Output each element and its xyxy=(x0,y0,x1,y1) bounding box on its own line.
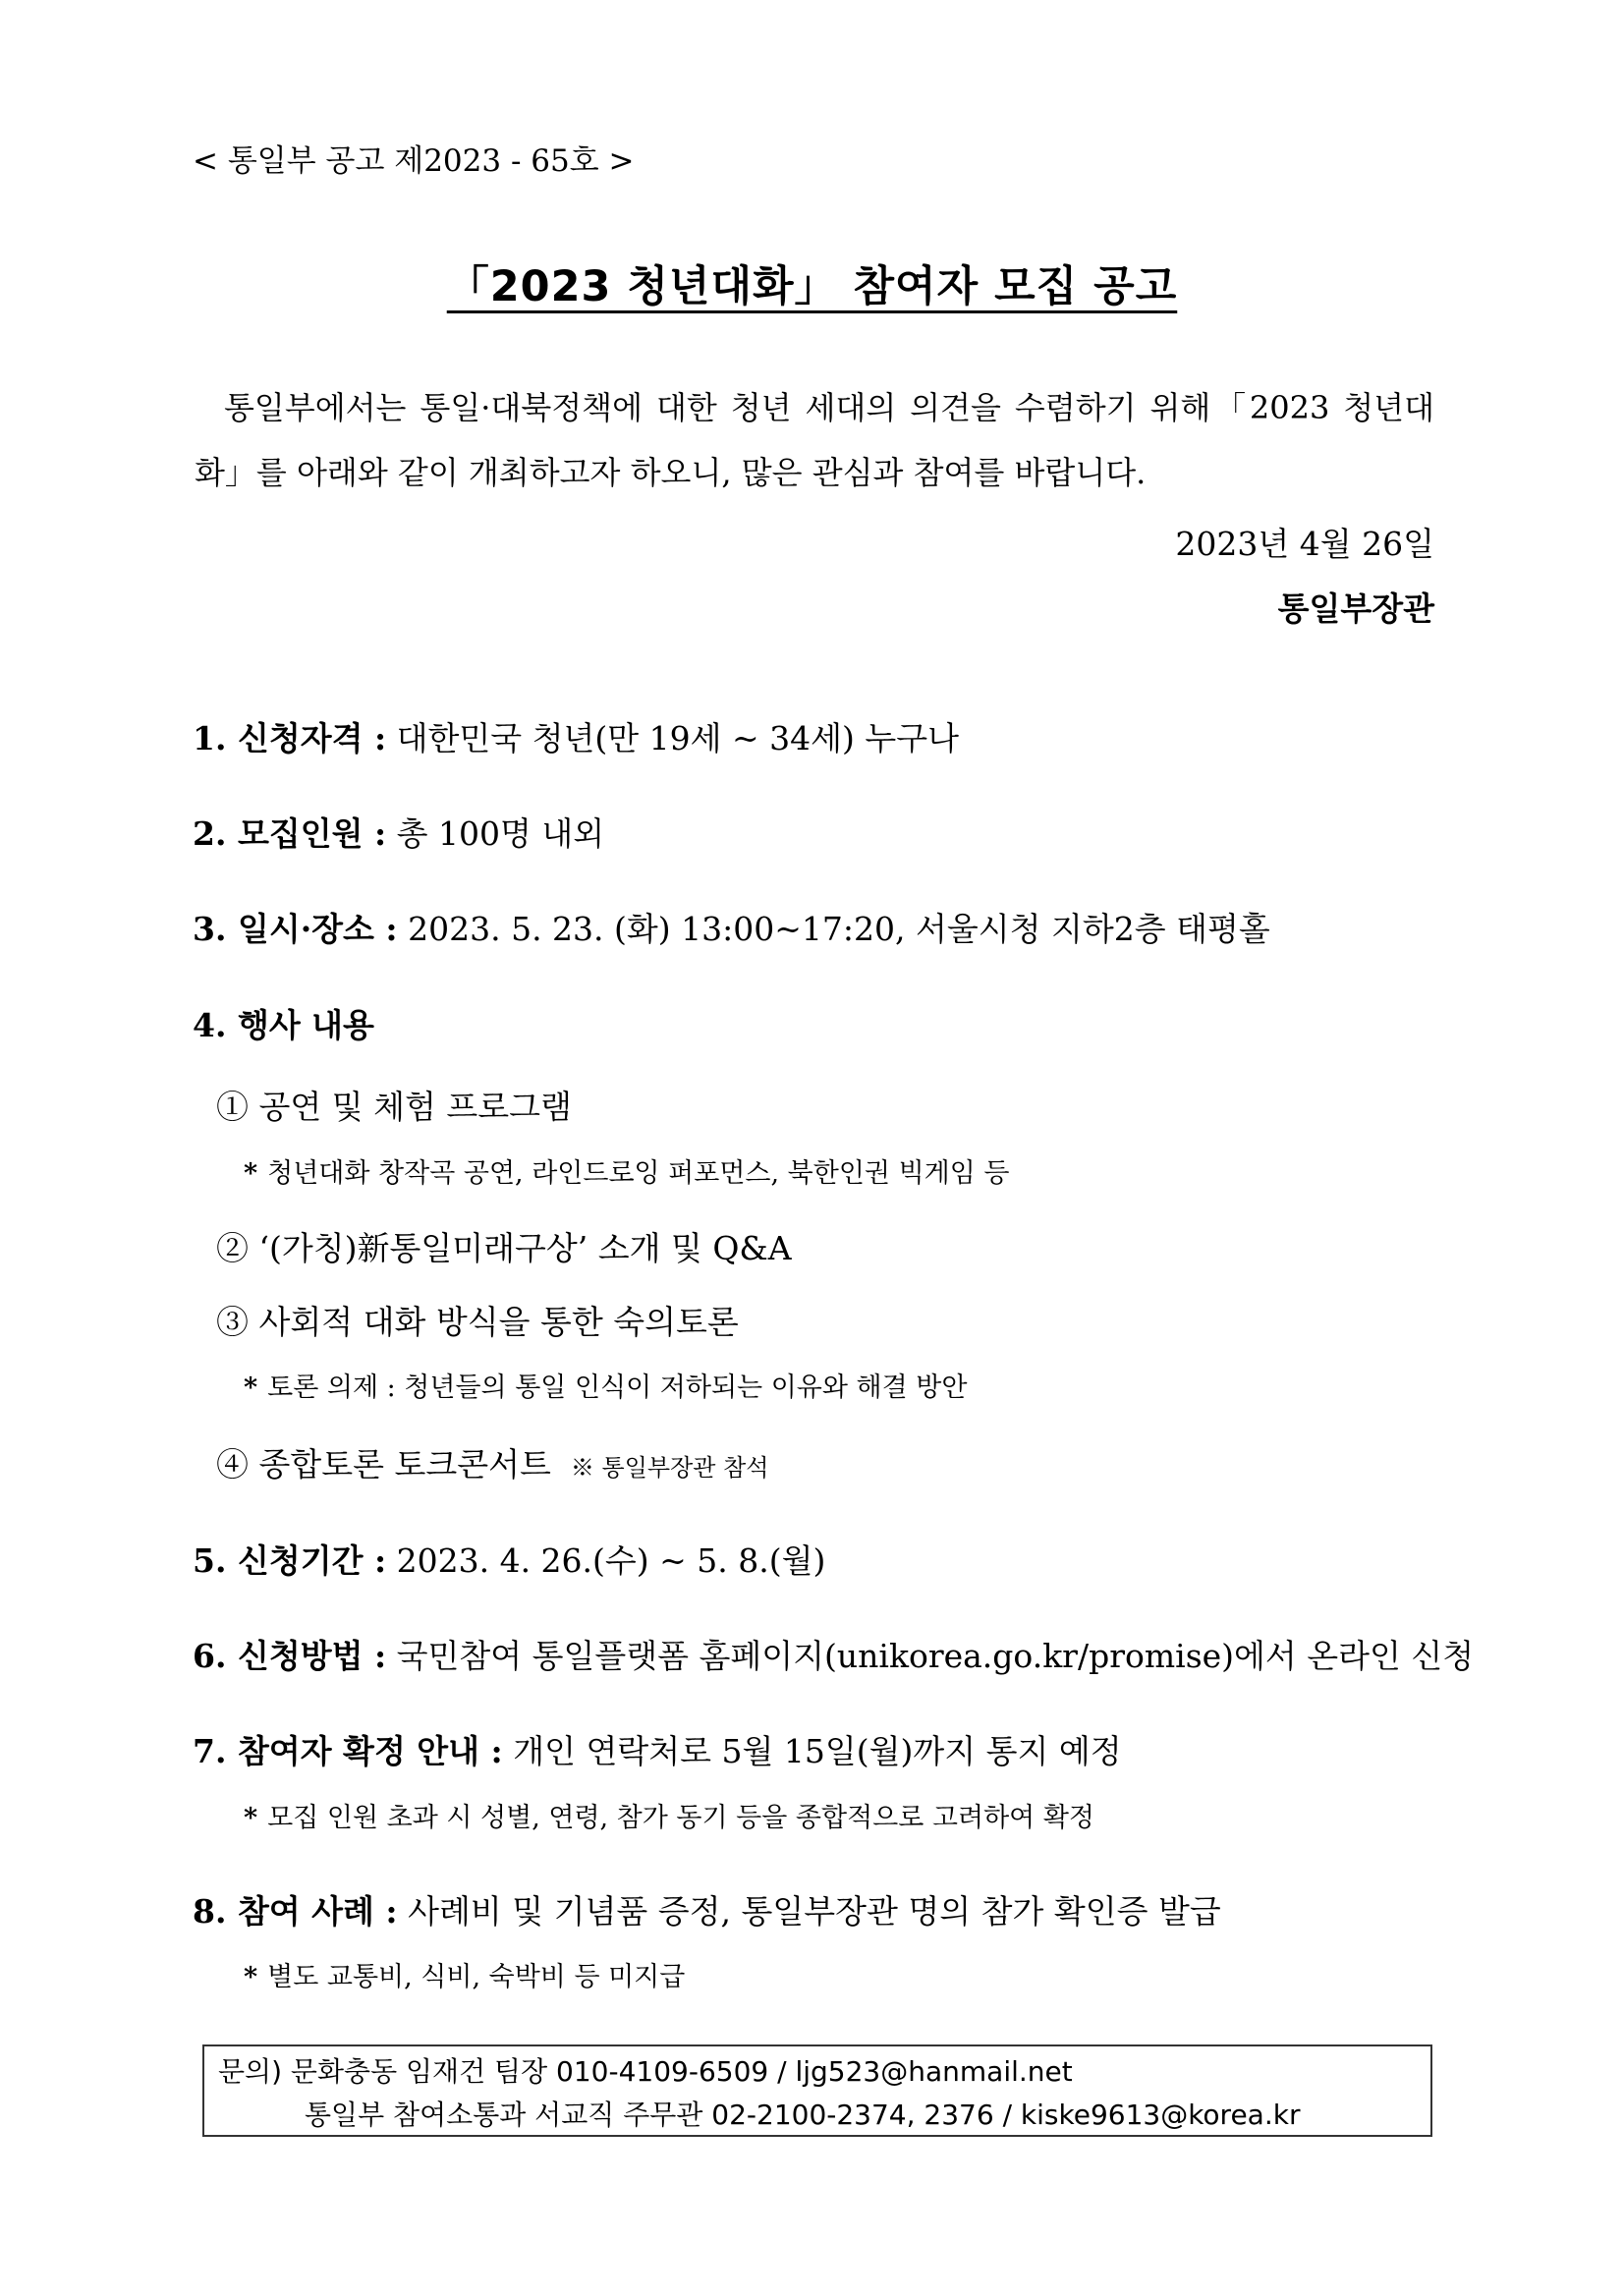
item-application-period xyxy=(193,1536,825,1582)
note-text: 토론 의제 : 청년들의 통일 인식이 저하되는 이유와 해결 방안 xyxy=(267,1372,968,1403)
item-value: 2023. 5. 23. (화) 13:00~17:20, 서울시청 지하2층 태평홀 xyxy=(408,910,1270,948)
note-text: 청년대화 창작곡 공연, 라인드로잉 퍼포먼스, 북한인권 빅게임 등 xyxy=(267,1158,1010,1189)
note-bullet: * xyxy=(244,1803,258,1833)
reward-note xyxy=(244,1955,685,1993)
note-text: 별도 교통비, 식비, 숙박비 등 미지급 xyxy=(267,1962,686,1992)
program-item-4-text: ④ 종합토론 토크콘서트 xyxy=(216,1445,551,1484)
item-value: 대한민국 청년(만 19세 ~ 34세) 누구나 xyxy=(396,719,959,757)
item-reward xyxy=(193,1886,1221,1932)
item-label: 4. 행사 내용 xyxy=(193,1006,374,1044)
item-datetime-place xyxy=(193,904,1270,950)
item-label: 7. 참여자 확정 안내 : xyxy=(193,1732,503,1770)
page-title-text: 「2023 청년대화」 참여자 모집 공고 xyxy=(446,262,1178,311)
intro-paragraph: 통일부에서는 통일·대북정책에 대한 청년 세대의 의견을 수렴하기 위해「2023 청년대화」를 아래와 같이 개최하고자 하오니, 많은 관심과 참여를 바랍니다. xyxy=(195,389,1434,491)
item-recruitment xyxy=(193,809,604,855)
program-item-4-ref: ※ 통일부장관 참석 xyxy=(570,1454,769,1482)
note-text: 모집 인원 초과 시 성별, 연령, 참가 동기 등을 종합적으로 고려하여 확정 xyxy=(267,1803,1094,1833)
item-value: 사례비 및 기념품 증정, 통일부장관 명의 참가 확인증 발급 xyxy=(408,1892,1221,1931)
program-note-3 xyxy=(244,1366,967,1404)
item-value: 개인 연락처로 5월 15일(월)까지 통지 예정 xyxy=(513,1732,1122,1770)
contact-box xyxy=(202,2044,1432,2137)
notice-number: < 통일부 공고 제2023 - 65호 > xyxy=(193,143,635,179)
item-label: 5. 신청기간 : xyxy=(193,1541,387,1580)
item-label: 8. 참여 사례 : xyxy=(193,1892,398,1931)
item-value: 총 100명 내외 xyxy=(396,814,605,853)
item-label: 1. 신청자격 : xyxy=(193,719,387,757)
item-confirmation xyxy=(193,1726,1122,1772)
page-title xyxy=(0,253,1624,313)
item-value: 국민참여 통일플랫폼 홈페이지(unikorea.go.kr/promise)에서 온라인 신청 xyxy=(396,1637,1475,1675)
notice-date: 2023년 4월 26일 xyxy=(1175,525,1434,563)
confirmation-note xyxy=(244,1796,1094,1834)
item-label: 3. 일시·장소 : xyxy=(193,910,398,948)
program-item-4 xyxy=(216,1439,768,1485)
item-application-method xyxy=(193,1631,1474,1677)
contact-line-2: 통일부 참여소통과 서교직 주무관 02-2100-2374, 2376 / kiske9613@korea.kr xyxy=(305,2099,1301,2131)
issuer: 통일부장관 xyxy=(1277,589,1434,628)
item-eligibility xyxy=(193,713,959,759)
item-value: 2023. 4. 26.(수) ~ 5. 8.(월) xyxy=(396,1541,826,1580)
program-item-1: ① 공연 및 체험 프로그램 xyxy=(216,1088,572,1126)
note-bullet: * xyxy=(244,1962,258,1992)
program-item-2: ② ‘(가칭)新통일미래구상’ 소개 및 Q&A xyxy=(216,1229,792,1267)
item-label: 2. 모집인원 : xyxy=(193,814,387,853)
note-bullet: * xyxy=(244,1158,258,1189)
item-program xyxy=(193,1000,374,1046)
note-bullet: * xyxy=(244,1372,258,1403)
program-note-1 xyxy=(244,1151,1010,1190)
item-label: 6. 신청방법 : xyxy=(193,1637,387,1675)
contact-line-1: 문의) 문화충동 임재건 팀장 010-4109-6509 / ljg523@hanmail.net xyxy=(218,2055,1073,2088)
program-item-3: ③ 사회적 대화 방식을 통한 숙의토론 xyxy=(216,1303,739,1341)
